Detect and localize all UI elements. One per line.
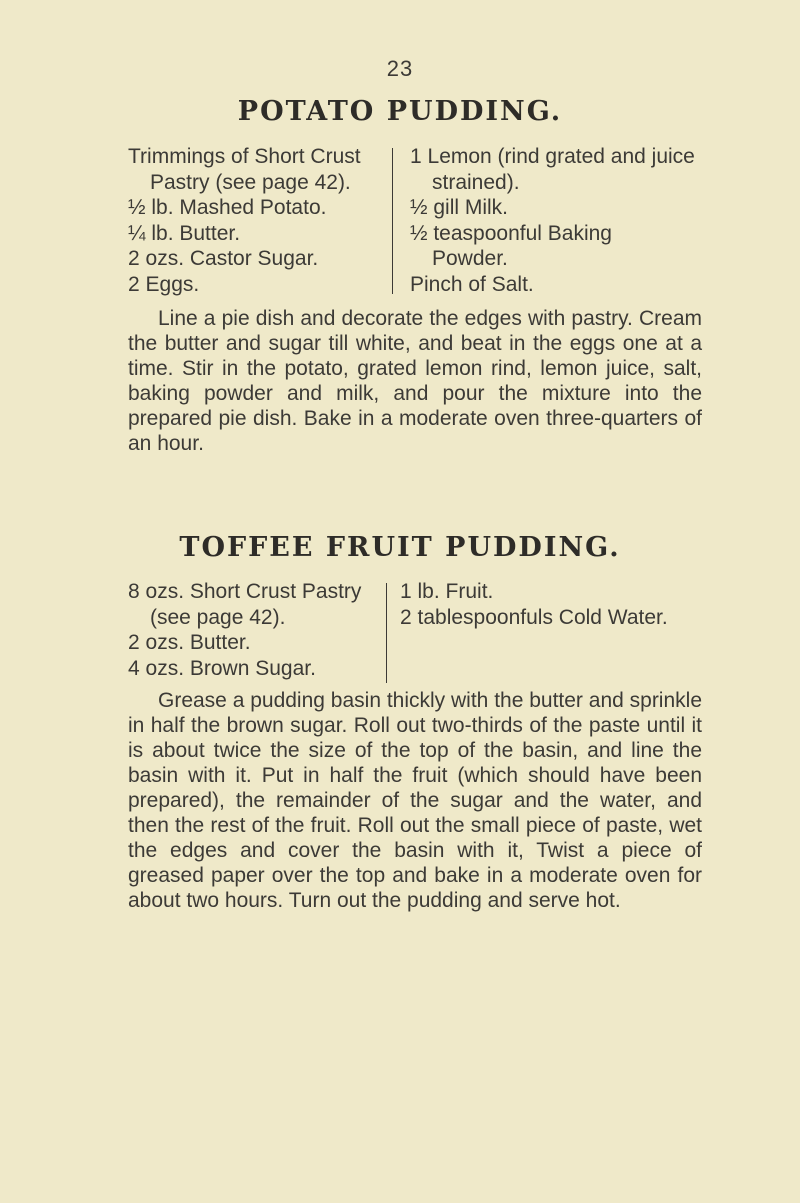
ingredient-item: ½ gill Milk.: [410, 196, 509, 219]
ingredient-item: 2 Eggs.: [128, 272, 200, 296]
ingredient-item: Pinch of Salt.: [410, 272, 534, 296]
column-divider: [392, 148, 393, 294]
method-potato-pudding: [128, 306, 702, 456]
ingredient-item: Trimmings of Short Crust Pastry (see page 42).: [128, 145, 361, 194]
page-number: 23: [386, 56, 414, 81]
ingredient-item: ½ teaspoonful Baking Powder.: [410, 221, 612, 270]
ingredient-item: 1 lb. Fruit.: [400, 580, 494, 603]
recipe-title-toffee-fruit-pudding: TOFFEE FRUIT PUDDING.: [179, 532, 621, 563]
ingredient-item: 1 Lemon (rind grated and juice strained).: [410, 145, 695, 194]
ingredient-item: ¼ lb. Butter.: [128, 221, 241, 245]
ingredient-item: 2 ozs. Butter.: [128, 631, 251, 654]
ingredients-left-column: [128, 144, 378, 297]
ingredients-toffee-fruit-pudding: [128, 579, 703, 689]
ingredient-item: 4 ozs. Brown Sugar.: [128, 656, 316, 680]
ingredients-potato-pudding: [128, 144, 703, 304]
method-toffee-fruit-pudding: [128, 688, 702, 913]
column-divider: [386, 583, 387, 683]
method-text: Line a pie dish and decorate the edges with pastry. Cream the butter and sugar till white, and beat in the eggs one at a time. Stir in the potato, grated lemon rind, lemon juice, salt, baking powder and milk, and pour the mixture into the prepared pie dish. Bake in a moderate oven three-quarters of an hour.: [128, 307, 702, 455]
ingredients-left-column: [128, 579, 378, 681]
ingredient-item: 8 ozs. Short Crust Pastry (see page 42).: [128, 580, 362, 629]
ingredients-right-column: [410, 144, 710, 297]
recipe-title-potato-pudding: POTATO PUDDING.: [237, 96, 563, 127]
ingredient-item: 2 tablespoonfuls Cold Water.: [400, 605, 668, 629]
ingredient-item: 2 ozs. Castor Sugar.: [128, 247, 319, 270]
method-text: Grease a pudding basin thickly with the butter and sprinkle in half the brown sugar. Roll out two-thirds of the paste until it is about twice the size of the top of the basin, and line the basin with it. Put in half the fruit (which should have been prepared), the remainder of the sugar and the water, and then the rest of the fruit. Roll out the small piece of paste, wet the edges and cover the basin with it, Twist a piece of greased paper over the top and bake in a moderate oven for about two hours. Turn out the pudding and serve hot.: [128, 689, 702, 912]
ingredients-right-column: [400, 579, 700, 630]
ingredient-item: ½ lb. Mashed Potato.: [128, 196, 327, 219]
